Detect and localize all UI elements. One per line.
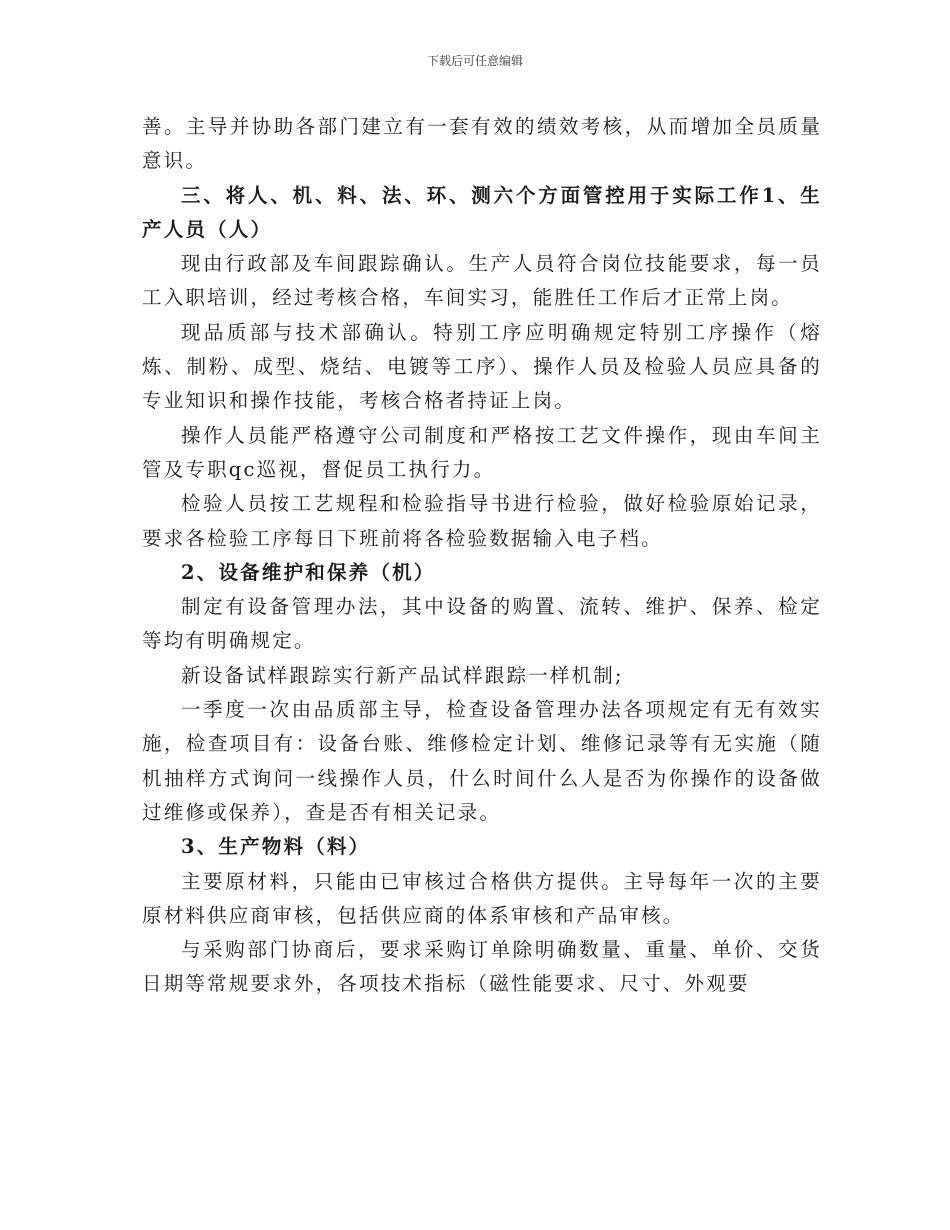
paragraph: 现品质部与技术部确认。特别工序应明确规定特别工序操作（熔炼、制粉、成型、烧结、电镀等工序）、操作人员及检验人员应具备的专业知识和操作技能，考核合格者持证上岗。 [142,320,822,413]
paragraph: 现由行政部及车间跟踪确认。生产人员符合岗位技能要求，每一员工入职培训，经过考核合格，车间实习，能胜任工作后才正常上岗。 [142,252,822,310]
paragraph: 新设备试样跟踪实行新产品试样跟踪一样机制; [181,663,624,687]
paragraph: 与采购部门协商后，要求采购订单除明确数量、重量、单价、交货日期等常规要求外，各项技术指标（磁性能要求、尺寸、外观要 [142,938,822,996]
paragraph: 制定有设备管理办法，其中设备的购置、流转、维护、保养、检定等均有明确规定。 [142,595,822,653]
paragraph: 检验人员按工艺规程和检验指导书进行检验，做好检验原始记录，要求各检验工序每日下班前将各检验数据输入电子档。 [142,492,822,550]
paragraph: 主要原材料，只能由已审核过合格供方提供。主导每年一次的主要原材料供应商审核，包括供应商的体系审核和产品审核。 [142,869,822,927]
section-heading-people: 三、将人、机、料、法、环、测六个方面管控用于实际工作1、生产人员（人） [142,183,822,241]
page-header: 下载后可任意编辑 [426,54,523,68]
section-heading-machine: 2、设备维护和保养（机） [181,560,436,584]
paragraph-continued: 善。主导并协助各部门建立有一套有效的绩效考核，从而增加全员质量意识。 [142,115,822,173]
document-body [142,110,822,1002]
paragraph: 操作人员能严格遵守公司制度和严格按工艺文件操作，现由车间主管及专职qc巡视，督促员工执行力。 [142,423,822,481]
section-heading-material: 3、生产物料（料） [181,835,371,859]
paragraph: 一季度一次由品质部主导，检查设备管理办法各项规定有无有效实施，检查项目有：设备台账、维修检定计划、维修记录等有无实施（随机抽样方式询问一线操作人员，什么时间什么人是否为你操作的设备做过维修或保养），查是否有相关记录。 [142,698,822,824]
